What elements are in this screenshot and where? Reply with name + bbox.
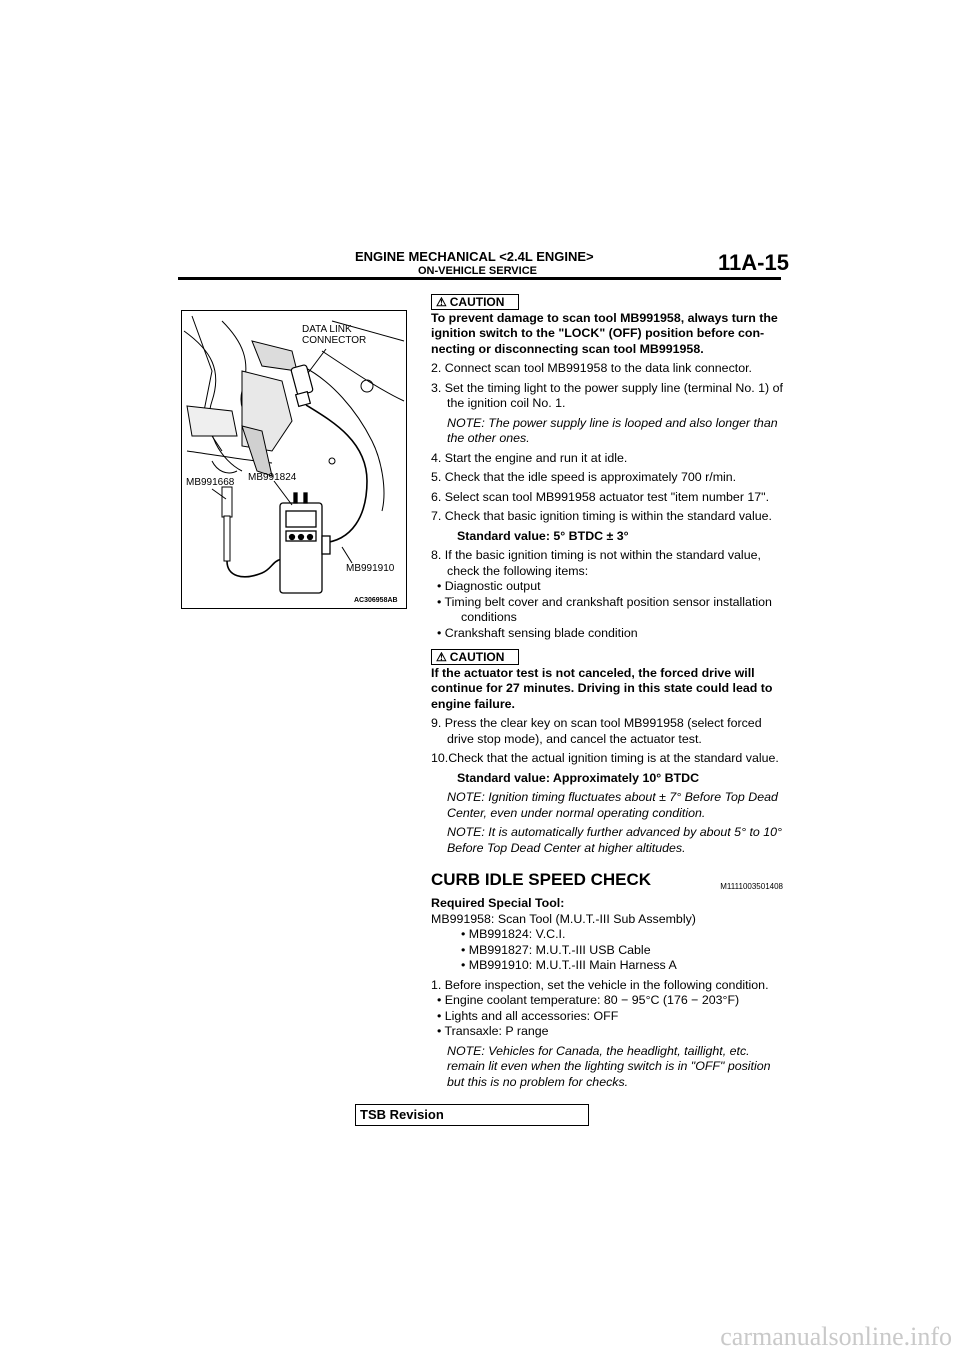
tsb-revision-box: TSB Revision bbox=[355, 1104, 589, 1126]
step-3: 3. Set the timing light to the power supply line (terminal No. 1) of the ignition coil No. 1. bbox=[431, 380, 783, 410]
step-7: 7. Check that basic ignition timing is within the standard value. bbox=[431, 509, 772, 523]
step-6: 6. Select scan tool MB991958 actuator test "item number 17". bbox=[431, 489, 770, 504]
header-subtitle: ON-VEHICLE SERVICE bbox=[418, 265, 537, 277]
step-1: 1. Before inspection, set the vehicle in the following condition. bbox=[431, 977, 769, 992]
step-5: 5. Check that the idle speed is approximately 700 r/min. bbox=[431, 470, 737, 484]
tool-item: • MB991827: M.U.T.-III USB Cable bbox=[461, 942, 651, 957]
section-code: M1111003501408 bbox=[720, 882, 783, 891]
note-10a: NOTE: Ignition timing fluctuates about ± 7° Before Top Dead Center, even under normal operating condition. bbox=[447, 790, 778, 820]
list-item: • Timing belt cover and crankshaft position sensor installation conditions bbox=[437, 594, 772, 624]
note-step-1: NOTE: Vehicles for Canada, the headlight, taillight, etc. remain lit even when the lighting switch is in "OFF" position but this is no problem for checks. bbox=[447, 1043, 771, 1089]
mb991668-label: MB991668 bbox=[186, 477, 235, 488]
note-10b: NOTE: It is automatically further advanced by about 5° to 10° Before Top Dead Center at higher altitudes. bbox=[447, 825, 782, 855]
standard-value-7: Standard value: 5° BTDC ± 3° bbox=[457, 528, 629, 543]
figure-id: AC306958AB bbox=[354, 597, 398, 604]
tool-main: MB991958: Scan Tool (M.U.T.-III Sub Assembly) bbox=[431, 911, 696, 926]
standard-value-10: Standard value: Approximately 10° BTDC bbox=[457, 770, 700, 785]
tool-item: • MB991910: M.U.T.-III Main Harness A bbox=[461, 958, 677, 972]
main-text-column bbox=[431, 294, 783, 1090]
step-4: 4. Start the engine and run it at idle. bbox=[431, 450, 628, 465]
mb991824-label: MB991824 bbox=[248, 472, 297, 483]
section-title: CURB IDLE SPEED CHECK M1111003501408 bbox=[431, 872, 783, 892]
warning-triangle-icon: ⚠ bbox=[436, 295, 447, 309]
caution-text: To prevent damage to scan tool MB991958, always turn the ignition switch to the "LOCK" (OFF) position before con-necting or disconnecting scan tool MB991958. bbox=[431, 310, 778, 356]
condition-item: • Lights and all accessories: OFF bbox=[437, 1008, 619, 1023]
page-number: 11A-15 bbox=[718, 250, 789, 275]
list-item: • Diagnostic output bbox=[437, 579, 541, 593]
required-tool-heading: Required Special Tool: bbox=[431, 896, 565, 910]
note-step-3: NOTE: The power supply line is looped and also longer than the other ones. bbox=[447, 415, 778, 445]
step-8: 8. If the basic ignition timing is not within the standard value, check the following items: bbox=[431, 548, 761, 578]
step-10: 10.Check that the actual ignition timing is at the standard value. bbox=[431, 751, 779, 765]
list-item: • Crankshaft sensing blade condition bbox=[437, 625, 638, 640]
step-2: 2. Connect scan tool MB991958 to the data link connector. bbox=[431, 361, 752, 375]
header-rule bbox=[178, 277, 781, 280]
caution-box: ⚠ CAUTION bbox=[431, 649, 519, 665]
header-title: ENGINE MECHANICAL <2.4L ENGINE> bbox=[355, 249, 594, 264]
caution-box: ⚠ CAUTION bbox=[431, 294, 519, 310]
mb991910-label: MB991910 bbox=[346, 563, 395, 574]
warning-triangle-icon: ⚠ bbox=[436, 650, 447, 664]
caution-text: If the actuator test is not canceled, the forced drive will continue for 27 minutes. Driving in this state could lead to engine failure. bbox=[431, 665, 773, 711]
watermark: carmanualsonline.info bbox=[720, 1322, 952, 1351]
step-9: 9. Press the clear key on scan tool MB991958 (select forced drive stop mode), and cancel the actuator test. bbox=[431, 716, 762, 746]
illustration-figure bbox=[181, 310, 407, 609]
condition-item: • Engine coolant temperature: 80 − 95°C (176 − 203°F) bbox=[437, 993, 740, 1007]
tool-item: • MB991824: V.C.I. bbox=[461, 927, 566, 941]
data-link-connector-label: DATA LINK CONNECTOR bbox=[302, 324, 367, 346]
condition-item: • Transaxle: P range bbox=[437, 1024, 549, 1038]
